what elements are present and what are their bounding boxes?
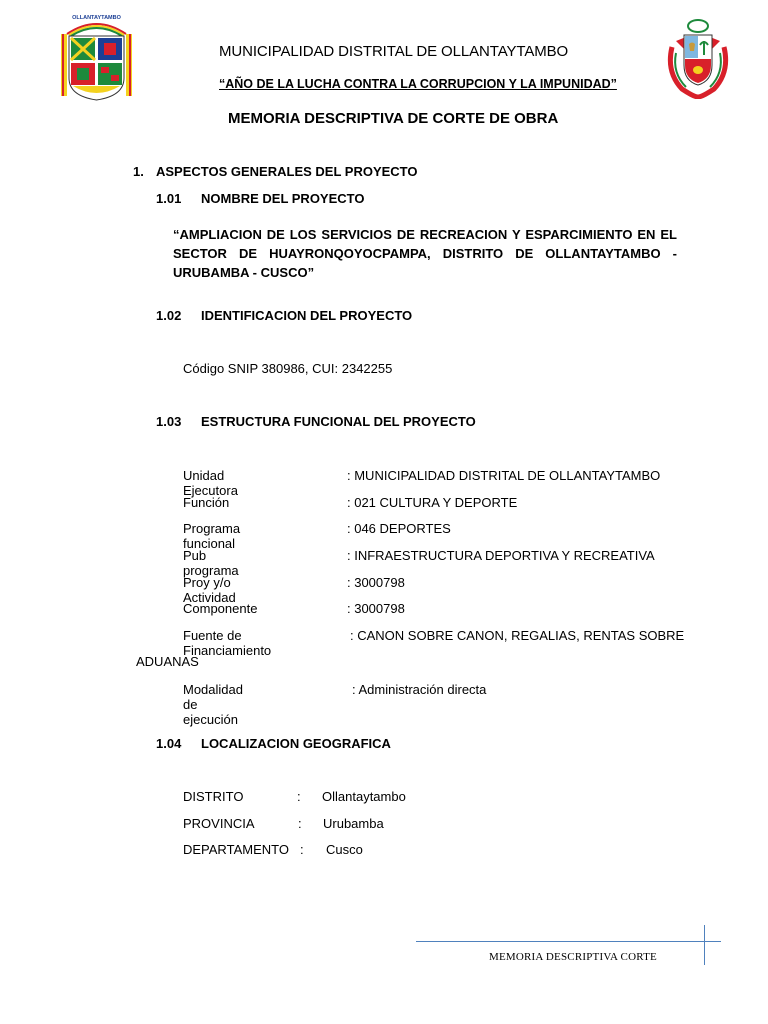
subsection-1-02-number: 1.02 — [156, 308, 182, 323]
structure-row-label: Componente — [183, 601, 258, 616]
structure-row-value: : 046 DEPORTES — [347, 521, 451, 536]
structure-row-label: Proy y/o Actividad — [183, 575, 236, 605]
structure-row-label: Unidad Ejecutora — [183, 468, 238, 498]
modality-label: Modalidad de ejecución — [183, 682, 243, 727]
subsection-1-03-number: 1.03 — [156, 414, 182, 429]
structure-row-value: : 021 CULTURA Y DEPORTE — [347, 495, 518, 510]
logo-arch-text: OLLANTAYTAMBO — [72, 15, 121, 21]
footer-rule — [416, 941, 721, 942]
subsection-1-04-heading: LOCALIZACION GEOGRAFICA — [201, 736, 391, 751]
structure-row-label: Programa funcional — [183, 521, 241, 551]
footer-text: MEMORIA DESCRIPTIVA CORTE — [489, 951, 657, 963]
location-label: DEPARTAMENTO — [183, 842, 289, 857]
subsection-1-01-heading: NOMBRE DEL PROYECTO — [201, 191, 365, 206]
ollantaytambo-coat-of-arms-logo — [59, 12, 134, 102]
project-name-paragraph: “AMPLIACION DE LOS SERVICIOS DE RECREACION Y ESPARCIMIENTO EN EL SECTOR DE HUAYRONQOYOCPAMPA, DISTRITO DE OLLANTAYTAMBO - URUBAMBA - CUSCO” — [173, 227, 677, 280]
structure-row-value: : INFRAESTRUCTURA DEPORTIVA Y RECREATIVA — [347, 548, 655, 563]
peru-national-seal-logo — [662, 17, 734, 99]
location-separator: : — [300, 842, 304, 857]
funding-value: : CANON SOBRE CANON, REGALIAS, RENTAS SOBRE — [350, 628, 685, 643]
section-1-heading: ASPECTOS GENERALES DEL PROYECTO — [156, 164, 418, 179]
subsection-1-03-heading: ESTRUCTURA FUNCIONAL DEL PROYECTO — [201, 414, 476, 429]
location-label: DISTRITO — [183, 789, 244, 804]
location-separator: : — [297, 789, 301, 804]
subsection-1-04-number: 1.04 — [156, 736, 182, 751]
location-value: Ollantaytambo — [322, 789, 406, 804]
structure-row-label: Función — [183, 495, 230, 510]
location-separator: : — [298, 816, 302, 831]
structure-row-value: : 3000798 — [347, 601, 405, 616]
subsection-1-01-number: 1.01 — [156, 191, 182, 206]
municipality-title: MUNICIPALIDAD DISTRITAL DE OLLANTAYTAMBO — [219, 43, 569, 60]
project-code-text: Código SNIP 380986, CUI: 2342255 — [183, 361, 393, 376]
subsection-1-02-heading: IDENTIFICACION DEL PROYECTO — [201, 308, 413, 323]
structure-row-value: : 3000798 — [347, 575, 405, 590]
funding-continuation: ADUANAS — [136, 654, 199, 669]
location-value: Cusco — [326, 842, 363, 857]
structure-row-value: : MUNICIPALIDAD DISTRITAL DE OLLANTAYTAMBO — [347, 468, 661, 483]
structure-row-label: Pub programa — [183, 548, 239, 578]
location-value: Urubamba — [323, 816, 384, 831]
modality-value: : Administración directa — [352, 682, 487, 697]
footer-vertical-rule — [704, 925, 705, 965]
section-1-number: 1. — [133, 164, 144, 179]
funding-label: Fuente de Financiamiento — [183, 628, 272, 658]
year-motto: “AÑO DE LA LUCHA CONTRA LA CORRUPCION Y LA IMPUNIDAD” — [219, 77, 617, 91]
location-label: PROVINCIA — [183, 816, 255, 831]
document-title: MEMORIA DESCRIPTIVA DE CORTE DE OBRA — [228, 110, 559, 127]
